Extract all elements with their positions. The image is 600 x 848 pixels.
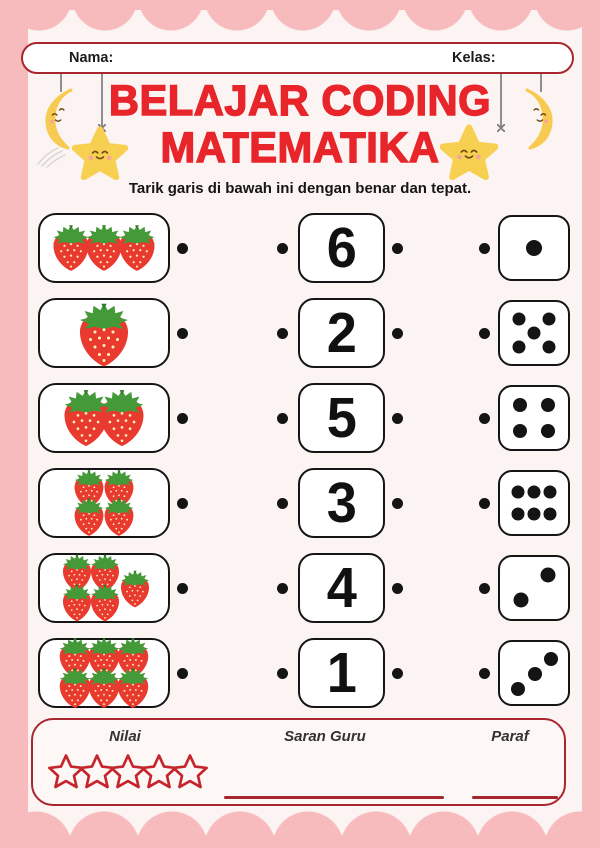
- dice-card: [498, 300, 570, 366]
- connector-dot[interactable]: [177, 498, 188, 509]
- connector-dot[interactable]: [392, 328, 403, 339]
- rating-star-icon[interactable]: [171, 752, 209, 790]
- connector-dot[interactable]: [479, 498, 490, 509]
- die-pip: [544, 508, 557, 521]
- number-card: [298, 468, 385, 538]
- number-label: 3: [326, 470, 357, 535]
- matching-row: [0, 298, 600, 368]
- dice-card: [498, 555, 570, 621]
- strawberry-icon: [101, 497, 137, 537]
- strawberry-icon: [88, 583, 123, 622]
- number-card: [298, 553, 385, 623]
- connector-dot[interactable]: [392, 583, 403, 594]
- connector-dot[interactable]: [277, 498, 288, 509]
- dice-card: [498, 215, 570, 281]
- die-pip: [541, 424, 555, 438]
- strawberry-icon: [95, 389, 149, 448]
- number-card: [298, 298, 385, 368]
- matching-row: [0, 638, 600, 708]
- die-pip: [542, 313, 555, 326]
- connector-dot[interactable]: [277, 583, 288, 594]
- matching-row: [0, 553, 600, 623]
- matching-row: [0, 383, 600, 453]
- title-line-1: BELAJAR CODING: [108, 77, 492, 125]
- number-label: 2: [326, 300, 357, 365]
- connector-dot[interactable]: [277, 668, 288, 679]
- connector-dot[interactable]: [392, 413, 403, 424]
- instruction-text: Tarik garis di bawah ini dengan benar dan tepat.: [128, 180, 472, 197]
- connector-dot[interactable]: [479, 243, 490, 254]
- die-pip: [541, 398, 555, 412]
- strawberry-group-box: [38, 213, 170, 283]
- grading-box: [31, 718, 566, 806]
- connector-dot[interactable]: [392, 243, 403, 254]
- die-pip: [544, 652, 558, 666]
- die-pip: [513, 424, 527, 438]
- number-card: [298, 213, 385, 283]
- die-pip: [542, 340, 555, 353]
- connector-dot[interactable]: [392, 498, 403, 509]
- connector-dot[interactable]: [177, 583, 188, 594]
- die-pip: [511, 485, 524, 498]
- connector-dot[interactable]: [479, 328, 490, 339]
- teacher-note-line: [224, 796, 444, 799]
- class-label: Kelas:: [452, 50, 496, 66]
- name-label: Nama:: [69, 50, 114, 66]
- die-pip: [513, 398, 527, 412]
- matching-row: [0, 213, 600, 283]
- die-pip: [511, 508, 524, 521]
- signature-label: Paraf: [491, 728, 529, 745]
- die-pip: [528, 485, 541, 498]
- connector-dot[interactable]: [479, 668, 490, 679]
- dice-card: [498, 470, 570, 536]
- die-pip: [540, 567, 555, 582]
- teacher-note-label: Saran Guru: [284, 728, 366, 745]
- dice-card: [498, 385, 570, 451]
- connector-dot[interactable]: [479, 413, 490, 424]
- connector-dot[interactable]: [177, 328, 188, 339]
- strawberry-group-box: [38, 468, 170, 538]
- die-pip: [511, 682, 525, 696]
- die-pip: [514, 592, 529, 607]
- connector-dot[interactable]: [277, 328, 288, 339]
- connector-dot[interactable]: [392, 668, 403, 679]
- connector-dot[interactable]: [277, 243, 288, 254]
- die-pip: [513, 313, 526, 326]
- name-class-field[interactable]: [21, 42, 574, 74]
- number-card: [298, 638, 385, 708]
- die-pip: [528, 508, 541, 521]
- number-label: 1: [326, 640, 357, 705]
- page-title: [0, 77, 600, 172]
- connector-dot[interactable]: [177, 243, 188, 254]
- connector-dot[interactable]: [479, 583, 490, 594]
- strawberry-group-box: [38, 298, 170, 368]
- number-label: 5: [326, 385, 357, 450]
- signature-line: [472, 796, 558, 799]
- strawberry-icon: [115, 224, 159, 272]
- die-pip: [526, 240, 542, 256]
- strawberry-group-box: [38, 383, 170, 453]
- strawberry-group-box: [38, 553, 170, 623]
- number-card: [298, 383, 385, 453]
- strawberry-icon: [74, 302, 134, 368]
- die-pip: [513, 340, 526, 353]
- die-pip: [528, 667, 542, 681]
- die-pip: [544, 485, 557, 498]
- number-label: 6: [326, 215, 357, 280]
- connector-dot[interactable]: [177, 413, 188, 424]
- number-label: 4: [326, 555, 357, 620]
- connector-dot[interactable]: [177, 668, 188, 679]
- strawberry-group-box: [38, 638, 170, 708]
- strawberry-icon: [114, 667, 152, 709]
- dice-card: [498, 640, 570, 706]
- score-label: Nilai: [109, 728, 141, 745]
- connector-dot[interactable]: [277, 413, 288, 424]
- title-line-2: MATEMATIKA: [160, 124, 440, 172]
- die-pip: [528, 327, 541, 340]
- matching-row: [0, 468, 600, 538]
